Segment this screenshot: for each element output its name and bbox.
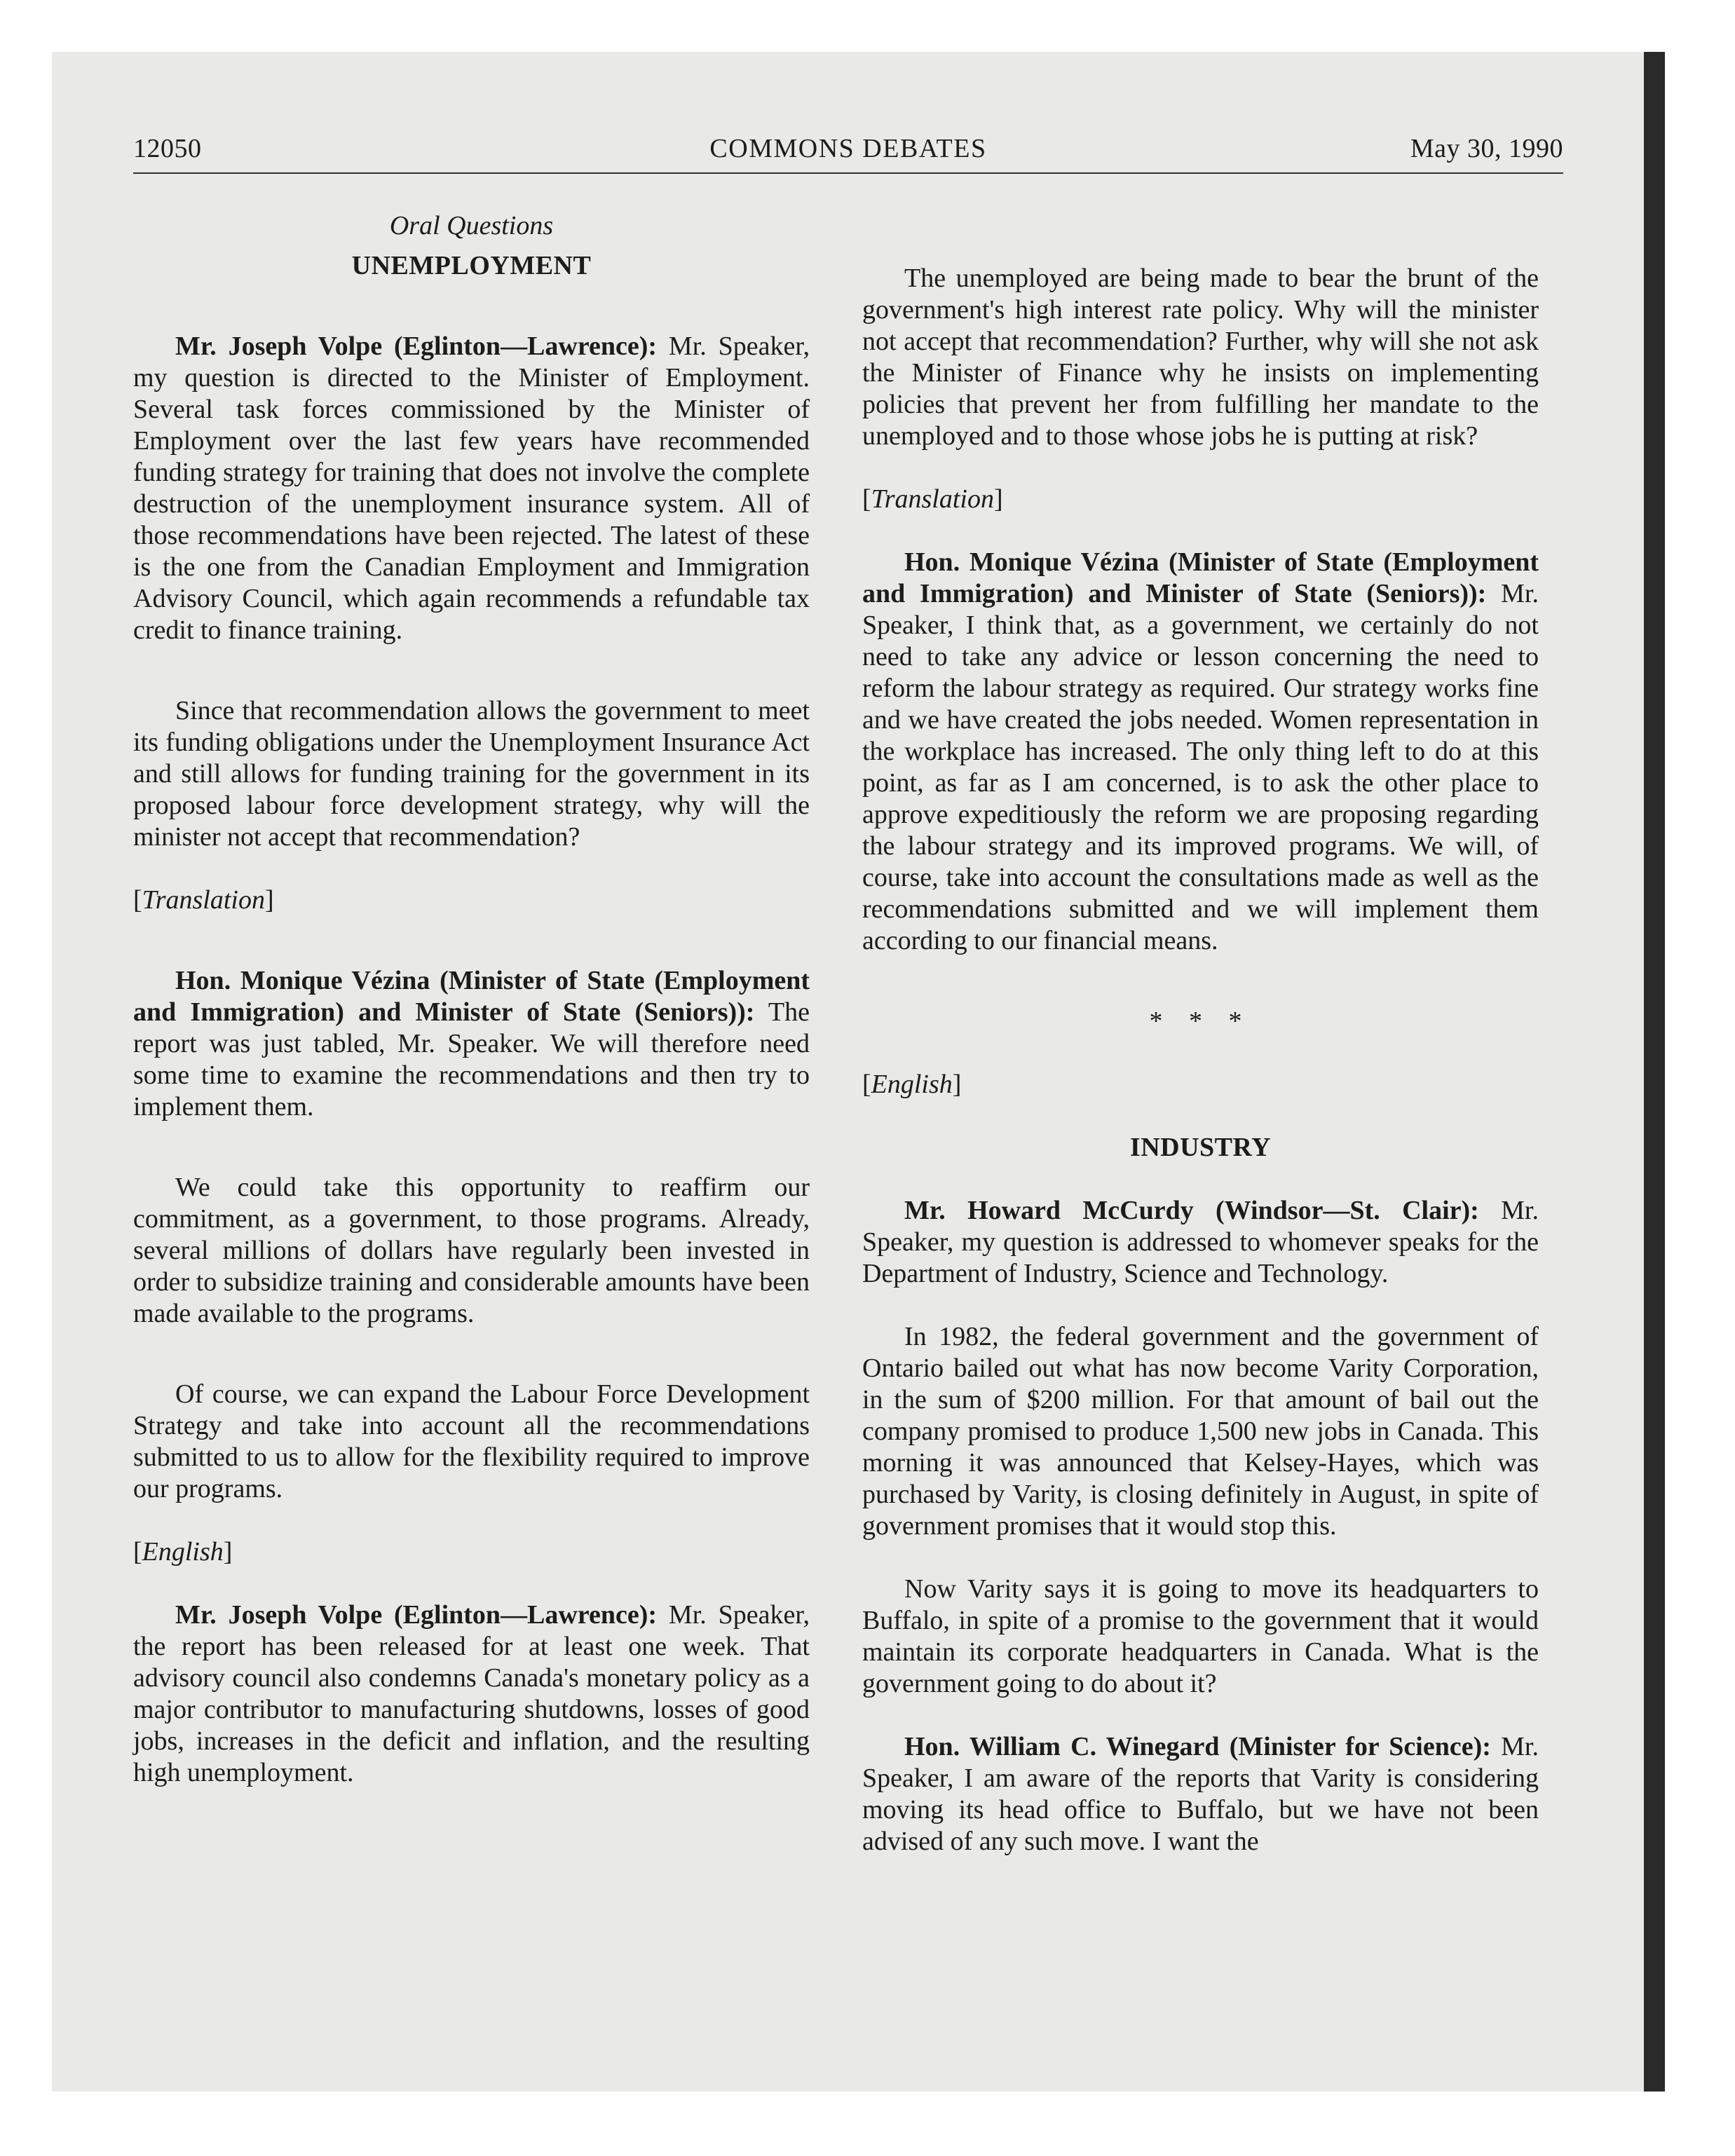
paragraph: Now Varity says it is going to move its headquarters to Buffalo, in spite of a promise to the government that it would maintain its corporate headquarters in Canada. What is the government going to do about it?: [862, 1574, 1539, 1698]
paragraph: [133, 965, 810, 1123]
speech-text: Mr. Speaker, I am aware of the reports that Varity is considering moving its head office to Buffalo, but we have not been advised of any such move. I want the: [862, 1732, 1539, 1856]
publication-title: COMMONS DEBATES: [709, 134, 987, 163]
language-marker-text: English: [142, 1537, 224, 1567]
section-separator: * * *: [1149, 1007, 1252, 1036]
speaker-name: Hon. William C. Winegard (Minister for Science):: [904, 1732, 1491, 1761]
language-marker: [English]: [133, 1537, 233, 1567]
paragraph: [862, 547, 1539, 957]
right-column: [862, 263, 1539, 1857]
speech-text: Mr. Speaker, my question is addressed to whomever speaks for the Department of Industry, Science and Technology.: [862, 1196, 1539, 1288]
scan-edge-shadow: [1644, 52, 1665, 2092]
speech-text: The report was just tabled, Mr. Speaker. We will therefore need some time to examine the recommendations and then try to implement them.: [133, 997, 810, 1121]
speaker-name: Mr. Joseph Volpe (Eglinton—Lawrence):: [175, 332, 658, 361]
language-marker: [English]: [862, 1070, 962, 1099]
paragraph: Since that recommendation allows the government to meet its funding obligations under the Unemployment Insurance Act and still allows for funding training for the government in its proposed labour force development strategy, why will the minister not accept that recommendation?: [133, 696, 810, 852]
language-marker: [Translation]: [862, 484, 1003, 514]
header-rule: [133, 172, 1563, 174]
section-heading-unemployment: UNEMPLOYMENT: [351, 251, 592, 280]
issue-date: May 30, 1990: [1410, 134, 1563, 163]
section-label: Oral Questions: [389, 211, 554, 240]
language-marker-text: English: [871, 1070, 953, 1099]
language-marker: [Translation]: [133, 885, 274, 915]
paragraph: [862, 1195, 1539, 1290]
speaker-name: Hon. Monique Vézina (Minister of State (Employment and Immigration) and Minister of State (Seniors)):: [862, 547, 1539, 608]
paragraph: Of course, we can expand the Labour Force Development Strategy and take into account all the recommendations submitted to us to allow for the flexibility required to improve our programs.: [133, 1379, 810, 1503]
paragraph: In 1982, the federal government and the government of Ontario bailed out what has now become Varity Corporation, in the sum of $200 million. For that amount of bail out the company promised to produce 1,500 new jobs in Canada. This morning it was announced that Kelsey-Hayes, which was purchased by Varity, is closing definitely in August, in spite of government promises that it would stop this.: [862, 1322, 1539, 1541]
paragraph: The unemployed are being made to bear the brunt of the government's high interest rate policy. Why will the minister not accept that recommendation? Further, why will she not ask the Minister of Finance why he insists on implementing policies that prevent her from fulfilling her mandate to the unemployed and to those whose jobs he is putting at risk?: [862, 264, 1539, 451]
left-column: [133, 210, 810, 1789]
paragraph: We could take this opportunity to reaffirm our commitment, as a government, to those programs. Already, several millions of dollars have regularly been invested in order to subsidize training and considerable amounts have been made available to the programs.: [133, 1173, 810, 1328]
speaker-name: Mr. Joseph Volpe (Eglinton—Lawrence):: [175, 1600, 658, 1630]
language-marker-text: Translation: [142, 885, 265, 915]
speaker-name: Hon. Monique Vézina (Minister of State (Employment and Immigration) and Minister of State (Seniors)):: [133, 966, 810, 1027]
speech-text: Mr. Speaker, the report has been released for at least one week. That advisory council also condemns Canada's monetary policy as a major contributor to manufacturing shutdowns, losses of good jobs, increases in the deficit and inflation, and the resulting high unemployment.: [133, 1600, 810, 1787]
speech-text: Mr. Speaker, my question is directed to the Minister of Employment. Several task forces commissioned by the Minister of Employment over the last few years have recommended funding strategy for training that does not involve the complete destruction of the unemployment insurance system. All of those recommendations have been rejected. The latest of these is the one from the Canadian Employment and Immigration Advisory Council, which again recommends a refundable tax credit to finance training.: [133, 332, 810, 645]
section-heading-industry: INDUSTRY: [1129, 1133, 1272, 1162]
paragraph: [133, 331, 810, 646]
language-marker-text: Translation: [871, 484, 994, 514]
paragraph: [862, 1731, 1539, 1857]
page-number: 12050: [133, 134, 202, 163]
speaker-name: Mr. Howard McCurdy (Windsor—St. Clair):: [904, 1196, 1479, 1225]
paragraph: [133, 1599, 810, 1789]
speech-text: Mr. Speaker, I think that, as a government, we certainly do not need to take any advice or lesson concerning the need to reform the labour strategy as required. Our strategy works fine and we have created the jobs needed. Women representation in the workplace has increased. The only thing left to do at this point, as far as I am concerned, is to ask the other place to approve expeditiously the reform we are proposing regarding the labour strategy and its improved programs. We will, of course, take into account the consultations made as well as the recommendations submitted and we will implement them according to our financial means.: [862, 579, 1539, 955]
running-head: [133, 133, 1563, 175]
